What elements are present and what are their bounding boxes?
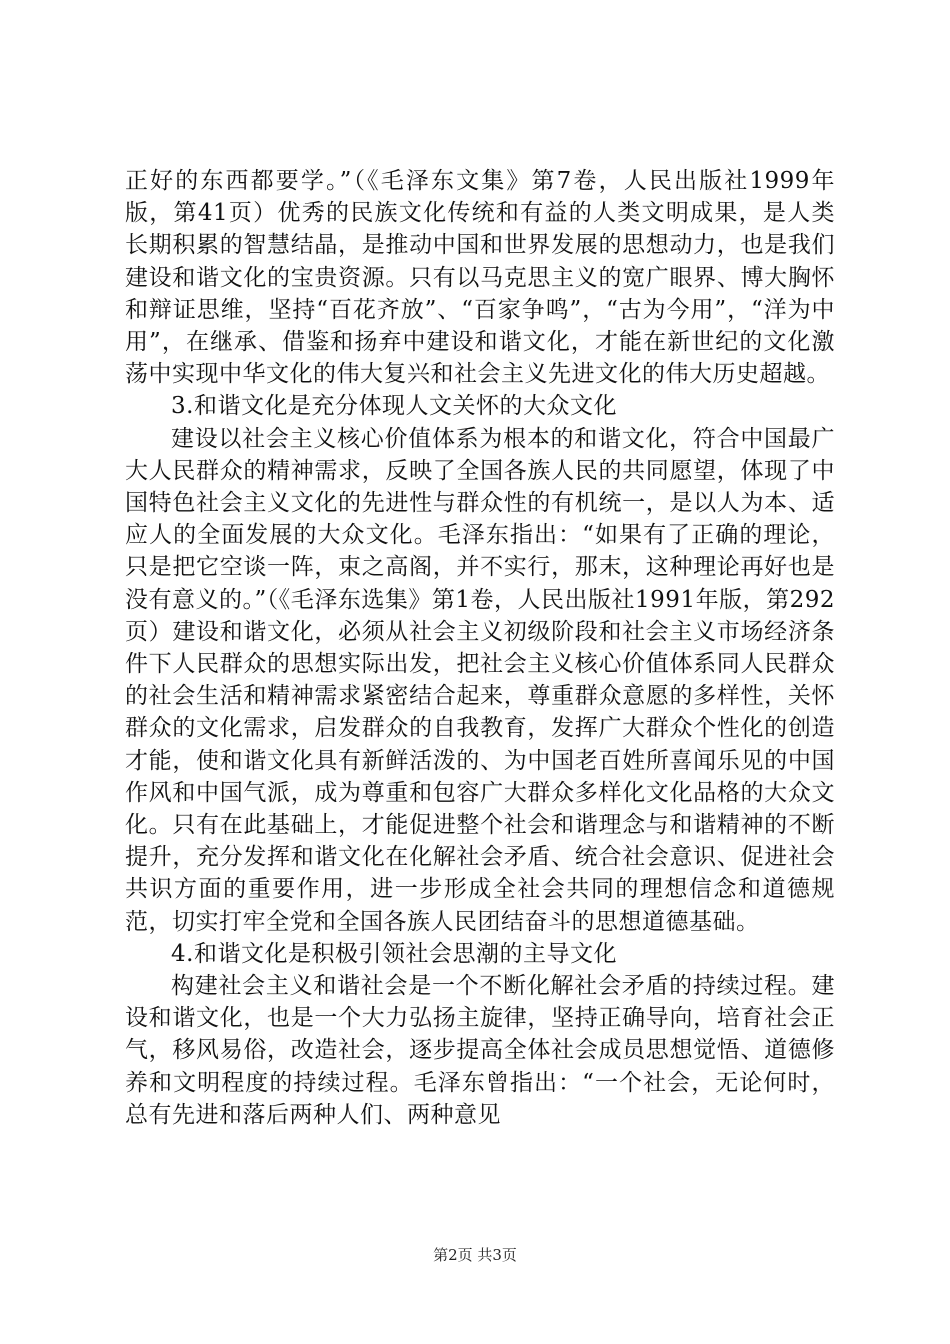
paragraph-section-4: 构建社会主义和谐社会是一个不断化解社会矛盾的持续过程。建设和谐文化，也是一个大力弘扬主旋律，坚持正确导向，培育社会正气，移风易俗，改造社会，逐步提高全体社会成员思想觉悟、道德修养和文明程度的持续过程。毛泽东曾指出：“一个社会，无论何时，总有先进和落后两种人们、两种意见 (125, 973, 835, 1128)
section-heading-4: 4.和谐文化是积极引领社会思潮的主导文化 (171, 940, 617, 967)
section-heading-3: 3.和谐文化是充分体现人文关怀的大众文化 (171, 393, 617, 420)
document-body (125, 165, 835, 1131)
page-number-footer: 第2页 共3页 (433, 1246, 517, 1264)
paragraph-section-3: 建设以社会主义核心价值体系为根本的和谐文化，符合中国最广大人民群众的精神需求，反映了全国各族人民的共同愿望，体现了中国特色社会主义文化的先进性与群众性的有机统一，是以人为本、适应人的全面发展的大众文化。毛泽东指出：“如果有了正确的理论，只是把它空谈一阵，束之高阁，并不实行，那末，这种理论再好也是没有意义的。”（《毛泽东选集》第1卷，人民出版社1991年版，第292页）建设和谐文化，必须从社会主义初级阶段和社会主义市场经济条件下人民群众的思想实际出发，把社会主义核心价值体系同人民群众的社会生活和精神需求紧密结合起来，尊重群众意愿的多样性，关怀群众的文化需求，启发群众的自我教育，发挥广大群众个性化的创造才能，使和谐文化具有新鲜活泼的、为中国老百姓所喜闻乐见的中国作风和中国气派，成为尊重和包容广大群众多样化文化品格的大众文化。只有在此基础上，才能促进整个社会和谐理念与和谐精神的不断提升，充分发挥和谐文化在化解社会矛盾、统合社会意识、促进社会共识方面的重要作用，进一步形成全社会共同的理想信念和道德规范，切实打牢全党和全国各族人民团结奋斗的思想道德基础。 (125, 425, 835, 935)
paragraph-continuation: 正好的东西都要学。”（《毛泽东文集》第7卷，人民出版社1999年版，第41页）优秀的民族文化传统和有益的人类文明成果，是人类长期积累的智慧结晶，是推动中国和世界发展的思想动力，也是我们建设和谐文化的宝贵资源。只有以马克思主义的宽广眼界、博大胸怀和辩证思维，坚持“百花齐放”、“百家争鸣”，“古为今用”，“洋为中用”，在继承、借鉴和扬弃中建设和谐文化，才能在新世纪的文化激荡中实现中华文化的伟大复兴和社会主义先进文化的伟大历史超越。 (125, 168, 835, 388)
